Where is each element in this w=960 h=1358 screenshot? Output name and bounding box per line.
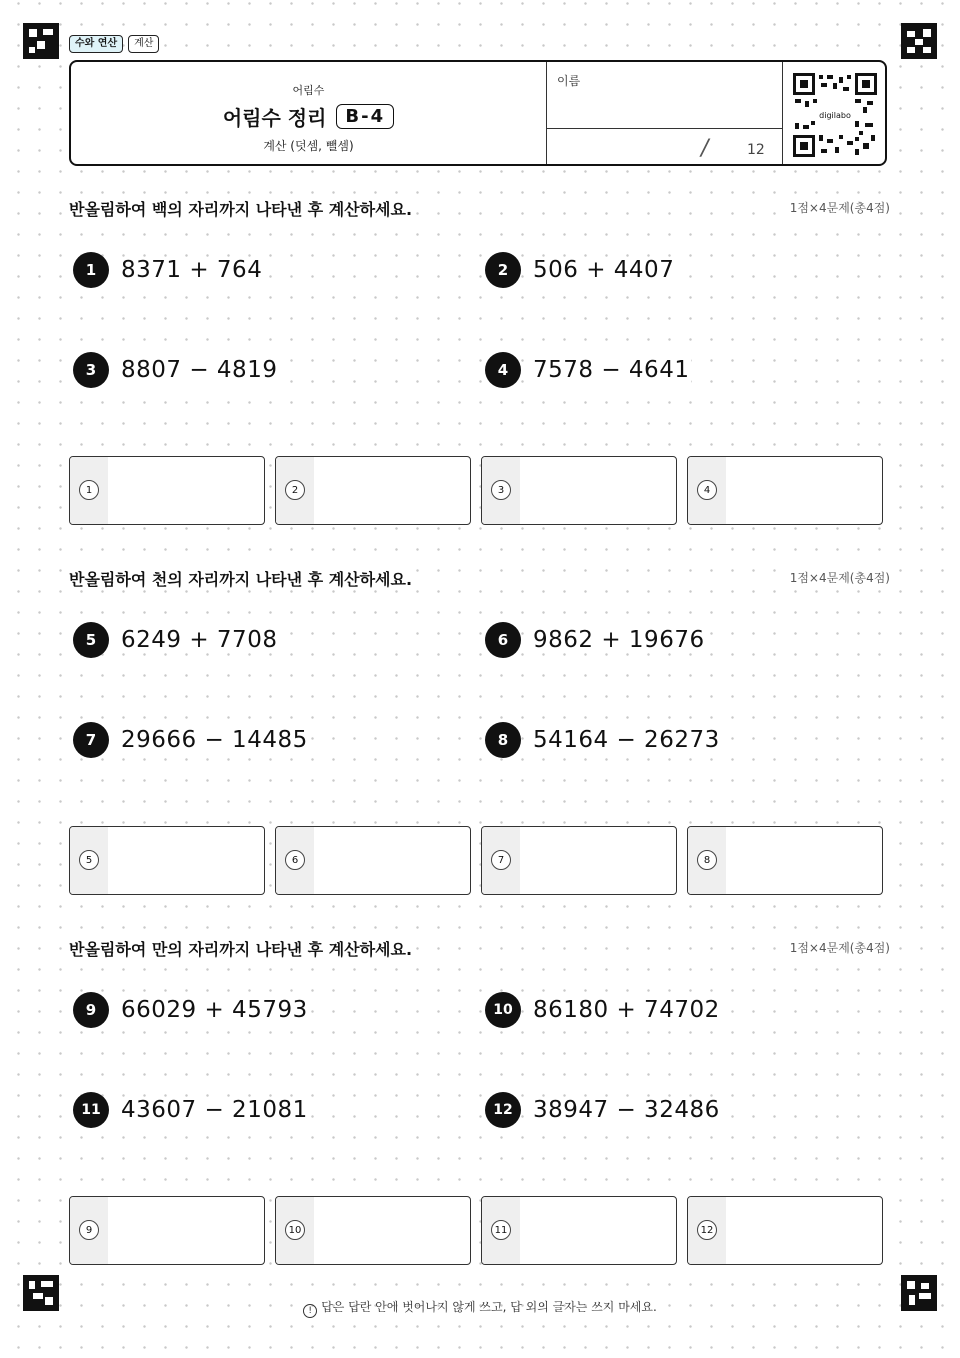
answer-box-11[interactable]	[481, 1196, 677, 1265]
problem-expression: 6249 + 7708	[121, 627, 278, 653]
answer-box-12[interactable]	[687, 1196, 883, 1265]
answer-box-4[interactable]	[687, 456, 883, 525]
problem-expression: 29666 − 14485	[121, 727, 308, 753]
problem-expression: 506 + 4407	[533, 257, 675, 283]
worksheet-code: B-4	[336, 104, 394, 129]
problem-expression: 8371 + 764	[121, 257, 263, 283]
problem-1	[73, 252, 264, 288]
problem-number-badge: 4	[485, 352, 521, 388]
section-2-instruction: 반올림하여 천의 자리까지 나타낸 후 계산하세요.	[69, 567, 416, 590]
problem-expression: 9862 + 19676	[533, 627, 705, 653]
problem-number-badge: 6	[485, 622, 521, 658]
problem-2	[485, 252, 676, 288]
problem-expression: 66029 + 45793	[121, 997, 308, 1023]
problem-8	[485, 722, 722, 758]
problem-6	[485, 622, 707, 658]
answer-number: 5	[79, 850, 99, 870]
corner-marker-top-left	[23, 23, 59, 59]
answer-number: 2	[285, 480, 305, 500]
problem-number-badge: 7	[73, 722, 109, 758]
answer-number: 11	[491, 1220, 511, 1240]
worksheet-description: 계산 (덧셈, 뺄셈)	[263, 139, 354, 153]
answer-number: 8	[697, 850, 717, 870]
name-label: 이름	[557, 74, 581, 88]
title-block	[71, 62, 547, 164]
problem-12	[485, 1092, 722, 1128]
corner-marker-top-right	[901, 23, 937, 59]
qr-code-icon	[793, 73, 877, 157]
problem-expression: 54164 − 26273	[533, 727, 720, 753]
answer-box-1[interactable]	[69, 456, 265, 525]
answer-box-9[interactable]	[69, 1196, 265, 1265]
problem-expression: 8807 − 4819	[121, 357, 278, 383]
category-tags	[69, 35, 159, 53]
answer-box-6[interactable]	[275, 826, 471, 895]
qr-label: digilabo	[819, 111, 851, 120]
problem-11	[73, 1092, 310, 1128]
problem-number-badge: 3	[73, 352, 109, 388]
answer-number: 12	[697, 1220, 717, 1240]
tag-category: 수와 연산	[69, 35, 123, 53]
problem-expression: 7578 − 4641	[533, 357, 690, 383]
section-3-score: 1점×4문제(총4점)	[789, 941, 890, 955]
answer-number: 3	[491, 480, 511, 500]
problem-number-badge: 2	[485, 252, 521, 288]
problem-number-badge: 5	[73, 622, 109, 658]
answer-box-3[interactable]	[481, 456, 677, 525]
answer-number: 7	[491, 850, 511, 870]
answer-box-5[interactable]	[69, 826, 265, 895]
worksheet-title: 어림수 정리	[222, 106, 327, 130]
problem-number-badge: 9	[73, 992, 109, 1028]
problem-expression: 43607 − 21081	[121, 1097, 308, 1123]
section-1-score: 1점×4문제(총4점)	[789, 201, 890, 215]
problem-3	[73, 352, 279, 388]
problem-number-badge: 1	[73, 252, 109, 288]
answer-box-2[interactable]	[275, 456, 471, 525]
name-score-block	[547, 62, 783, 164]
answer-box-7[interactable]	[481, 826, 677, 895]
score-total: 12	[747, 142, 765, 158]
footer-text: 답은 답란 안에 벗어나지 않게 쓰고, 답 외의 글자는 쓰지 마세요.	[321, 1300, 657, 1314]
problem-9	[73, 992, 310, 1028]
problem-5	[73, 622, 279, 658]
problem-number-badge: 12	[485, 1092, 521, 1128]
warning-icon: !	[303, 1304, 317, 1318]
answer-number: 9	[79, 1220, 99, 1240]
problem-7	[73, 722, 310, 758]
problem-number-badge: 11	[73, 1092, 109, 1128]
section-1-instruction: 반올림하여 백의 자리까지 나타낸 후 계산하세요.	[69, 197, 416, 220]
problem-4	[485, 352, 691, 388]
problem-expression: 38947 − 32486	[533, 1097, 720, 1123]
answer-number: 6	[285, 850, 305, 870]
answer-number: 1	[79, 480, 99, 500]
score-slash: /	[701, 136, 709, 161]
worksheet-header	[69, 60, 887, 166]
divider	[547, 128, 782, 129]
answer-number: 10	[285, 1220, 305, 1240]
answer-number: 4	[697, 480, 717, 500]
footer-note	[0, 1298, 960, 1318]
problem-10	[485, 992, 722, 1028]
tag-type: 계산	[128, 35, 159, 53]
problem-number-badge: 10	[485, 992, 521, 1028]
section-3-instruction: 반올림하여 만의 자리까지 나타낸 후 계산하세요.	[69, 937, 416, 960]
problem-expression: 86180 + 74702	[533, 997, 720, 1023]
answer-box-8[interactable]	[687, 826, 883, 895]
problem-number-badge: 8	[485, 722, 521, 758]
worksheet-subtitle: 어림수	[292, 84, 325, 97]
answer-box-10[interactable]	[275, 1196, 471, 1265]
section-2-score: 1점×4문제(총4점)	[789, 571, 890, 585]
